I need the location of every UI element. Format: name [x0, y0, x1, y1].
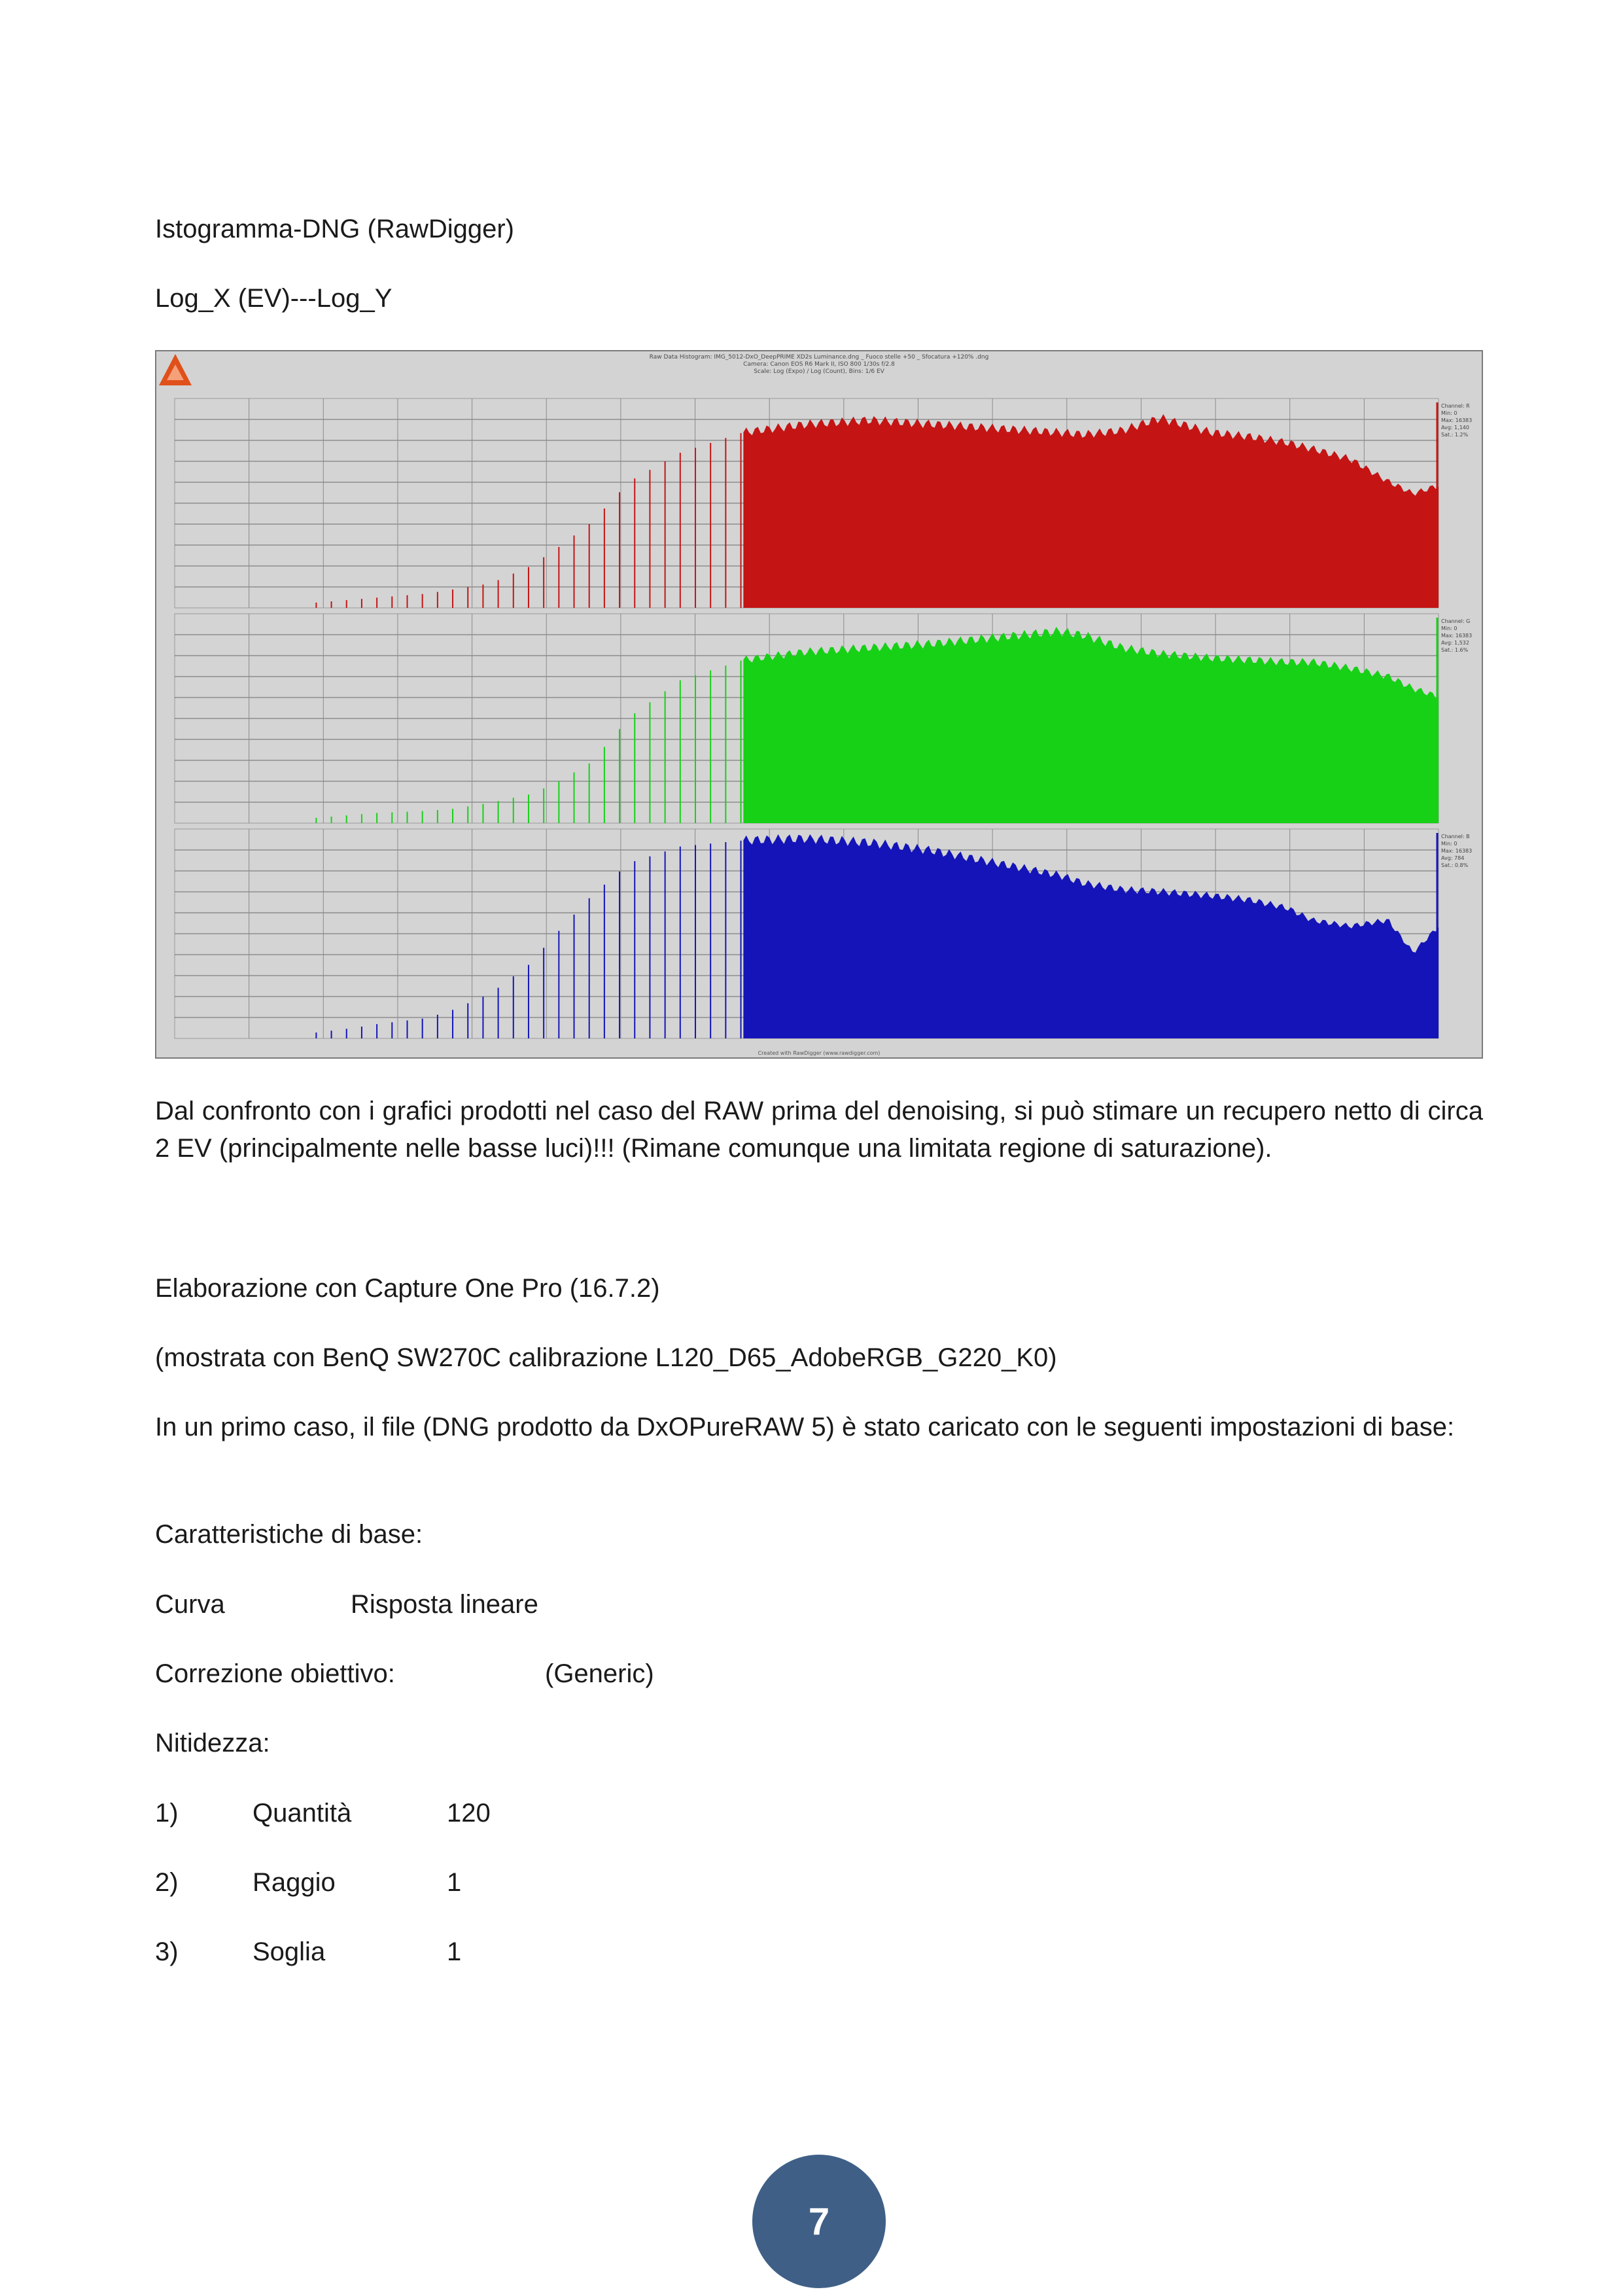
- sharpness-item-label: Quantità: [253, 1799, 352, 1828]
- sharpness-item-label: Raggio: [253, 1868, 336, 1897]
- sharpness-item-number: 3): [155, 1937, 179, 1966]
- figure-scale-note: Scale: Log (Expo) / Log (Count), Bins: 1/6 EV: [754, 368, 884, 375]
- sharpness-item-number: 2): [155, 1868, 179, 1897]
- comparison-paragraph: Dal confronto con i grafici prodotti nel caso del RAW prima del denoising, si può stimare un recupero netto di circa 2 EV (principalmente nelle basse luci)!!! (Rimane comunque una limitata regione di saturazione).: [155, 1097, 1483, 1163]
- panel-info-g: Channel: G Min: 0 Max: 16383 Avg: 1,532 Sat.: 1.6%: [1441, 618, 1473, 653]
- first-case-paragraph: In un primo caso, il file (DNG prodotto da DxOPureRAW 5) è stato caricato con le seguenti impostazioni di base:: [155, 1413, 1455, 1441]
- curve-value: Risposta lineare: [351, 1590, 538, 1619]
- sharpness-item-value: 1: [447, 1937, 462, 1966]
- axes-note: Log_X (EV)---Log_Y: [155, 284, 393, 313]
- lens-correction-label: Correzione obiettivo:: [155, 1659, 395, 1688]
- base-settings-label: Caratteristiche di base:: [155, 1520, 423, 1549]
- figure-subtitle: Camera: Canon EOS R6 Mark II, ISO 800 1/30s f/2.8: [743, 361, 895, 368]
- panel-info-r: Channel: R Min: 0 Max: 16383 Avg: 1,140 Sat.: 1.2%: [1441, 403, 1473, 438]
- page-number: 7: [752, 2155, 886, 2288]
- sharpness-label: Nitidezza:: [155, 1729, 270, 1757]
- curve-label: Curva: [155, 1590, 225, 1619]
- sharpness-item-label: Soglia: [253, 1937, 326, 1966]
- heading: Istogramma-DNG (RawDigger): [155, 215, 514, 243]
- sharpness-item-value: 120: [447, 1799, 491, 1828]
- sharpness-item-number: 1): [155, 1799, 179, 1828]
- processing-title: Elaborazione con Capture One Pro (16.7.2): [155, 1274, 660, 1303]
- histogram-figure: [155, 350, 1483, 1059]
- sharpness-item-value: 1: [447, 1868, 462, 1897]
- monitor-note: (mostrata con BenQ SW270C calibrazione L120_D65_AdobeRGB_G220_K0): [155, 1343, 1057, 1372]
- panel-info-b: Channel: B Min: 0 Max: 16383 Avg: 784 Sat.: 0.8%: [1441, 834, 1473, 868]
- figure-title: Raw Data Histogram: IMG_5012-DxO_DeepPRIME XD2s Luminance.dng _ Fuoco stelle +50 _ Sfocatura +120% .dng: [649, 354, 989, 361]
- figure-footer: Created with RawDigger (www.rawdigger.com): [758, 1050, 881, 1056]
- histogram-chart: [156, 351, 1482, 1057]
- lens-correction-value: (Generic): [545, 1659, 654, 1688]
